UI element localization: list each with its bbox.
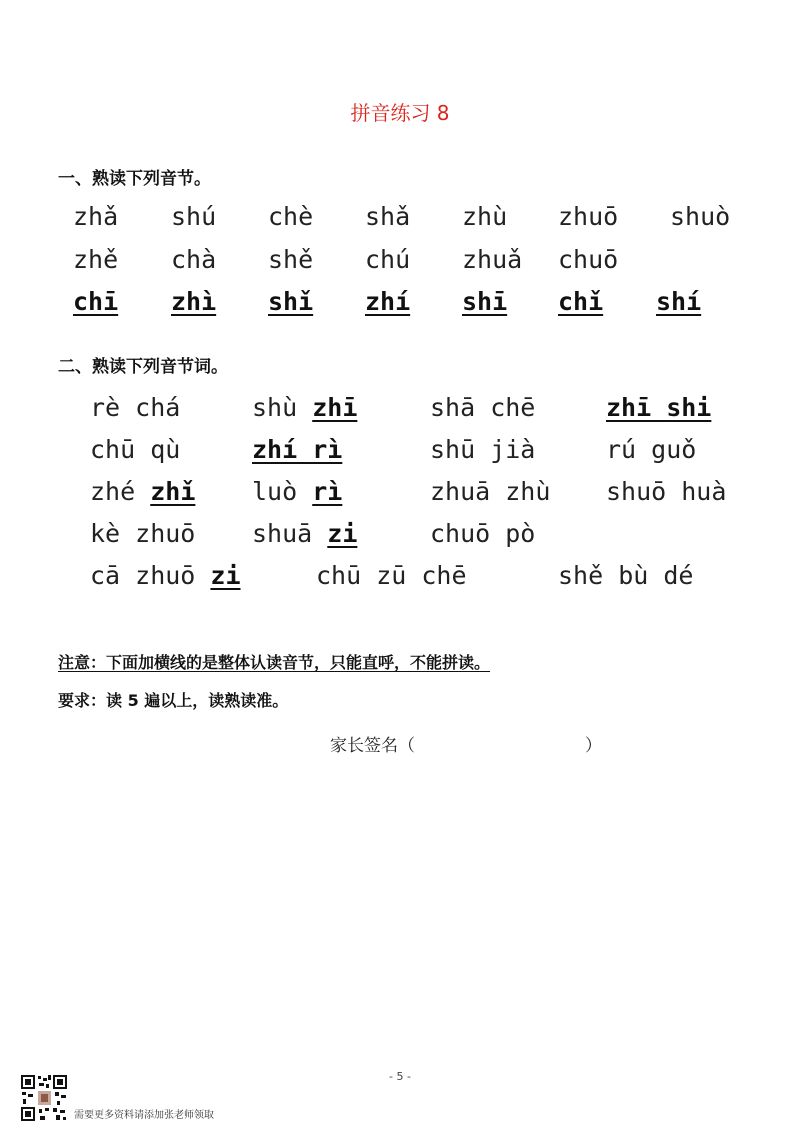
whole-syllable: chī <box>73 287 119 316</box>
syllable: chà <box>171 245 217 274</box>
syllable: chè <box>268 202 314 231</box>
page-title: 拼音练习 8 <box>350 101 450 125</box>
footer-text: 需要更多资料请添加张老师领取 <box>74 1110 214 1121</box>
syllable: zhuō <box>558 202 619 231</box>
word: rè chá <box>90 393 181 422</box>
word: chū zū chē <box>316 561 467 590</box>
syllable: zhuǎ <box>462 245 523 274</box>
requirement-text: 要求：读 5 遍以上，读熟读准。 <box>58 691 289 710</box>
word: shā chē <box>430 393 536 422</box>
whole-syllable: zhí <box>365 287 411 316</box>
whole-syllable: chǐ <box>558 287 604 316</box>
qr-code-icon <box>20 1074 68 1122</box>
syllable: shuò <box>670 202 731 231</box>
section2-heading: 二、熟读下列音节词。 <box>58 357 228 377</box>
word: zhī shi <box>606 393 712 422</box>
syllable: shǎ <box>365 202 411 231</box>
syllable: shě <box>268 245 314 274</box>
whole-syllable: zhì <box>171 287 217 316</box>
whole-syllable: shī <box>462 287 508 316</box>
signature-label: 家长签名（ <box>330 736 415 756</box>
word: luò rì <box>252 477 343 506</box>
word: chū qù <box>90 435 181 464</box>
whole-syllable: shǐ <box>268 287 314 316</box>
signature-close: ） <box>585 736 602 756</box>
syllable: zhǎ <box>73 202 119 231</box>
word: rú guǒ <box>606 435 697 464</box>
word: kè zhuō <box>90 519 196 548</box>
word: shū jià <box>430 435 536 464</box>
syllable: zhě <box>73 245 119 274</box>
word: chuō pò <box>430 519 536 548</box>
syllable: chú <box>365 245 411 274</box>
page-number: - 5 - <box>389 1070 411 1083</box>
note-text: 注意：下面加横线的是整体认读音节，只能直呼，不能拼读。 <box>58 653 491 672</box>
syllable: shú <box>171 202 217 231</box>
word: zhuā zhù <box>430 477 551 506</box>
word: zhí rì <box>252 435 343 464</box>
section1-heading: 一、熟读下列音节。 <box>58 169 211 189</box>
whole-syllable: shí <box>656 287 702 316</box>
word: zhé zhǐ <box>90 477 196 506</box>
word: shù zhī <box>252 393 358 422</box>
syllable: chuō <box>558 245 619 274</box>
word: shě bù dé <box>558 561 694 590</box>
word: shuō huà <box>606 477 727 506</box>
word: cā zhuō zi <box>90 561 241 590</box>
word: shuā zi <box>252 519 358 548</box>
syllable: zhù <box>462 202 508 231</box>
